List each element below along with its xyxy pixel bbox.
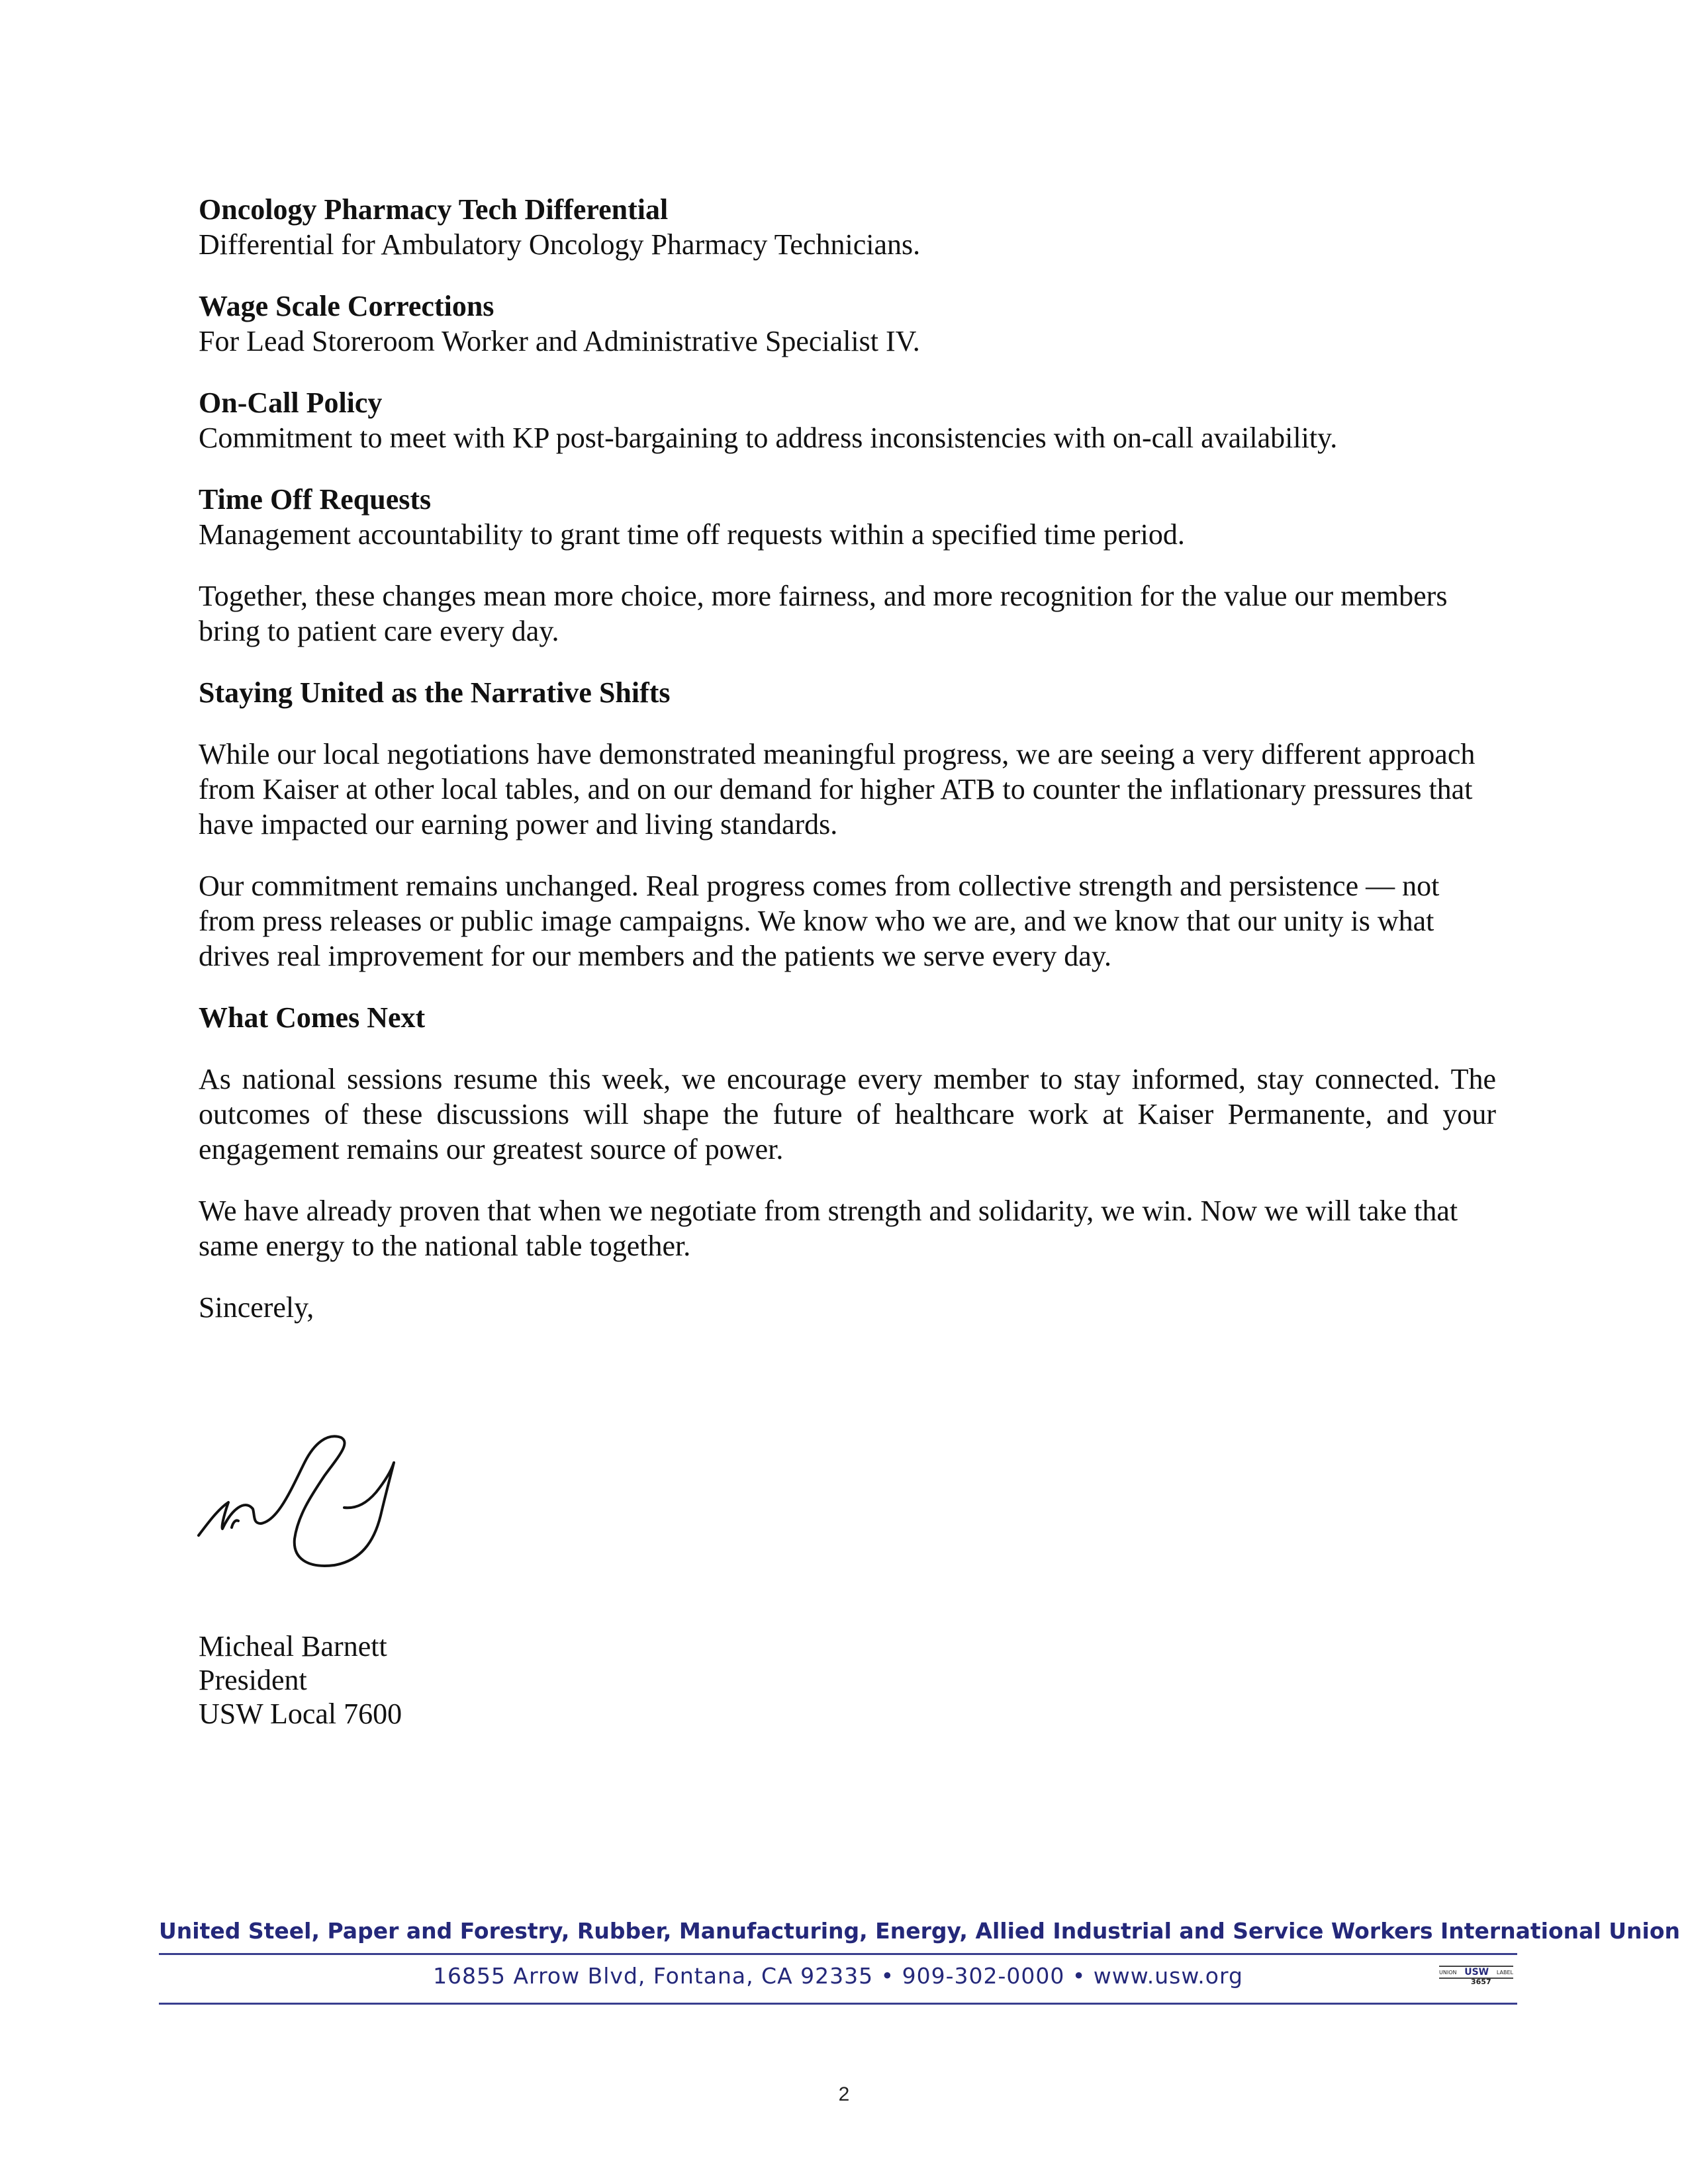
union-label-number: 3657 bbox=[1471, 1978, 1491, 1986]
list-item bbox=[199, 385, 1496, 455]
signer-block bbox=[199, 1629, 402, 1731]
letter-body bbox=[199, 192, 1496, 1351]
item-heading: Wage Scale Corrections bbox=[199, 290, 494, 322]
union-label-left: UNION bbox=[1439, 1969, 1457, 1976]
signer-name: Micheal Barnett bbox=[199, 1630, 387, 1662]
list-item bbox=[199, 482, 1496, 552]
union-label-middle: USW bbox=[1464, 1967, 1489, 1978]
item-heading: Time Off Requests bbox=[199, 483, 432, 516]
item-body: For Lead Storeroom Worker and Administrative Specialist IV. bbox=[199, 325, 920, 357]
item-body: Differential for Ambulatory Oncology Pharmacy Technicians. bbox=[199, 228, 921, 261]
paragraph: We have already proven that when we negotiate from strength and solidarity, we win. Now we will take that same energy to the national table together. bbox=[199, 1195, 1458, 1262]
union-label-icon bbox=[1439, 1963, 1513, 1985]
together-paragraph: Together, these changes mean more choice, more fairness, and more recognition for the value our members bring to patient care every day. bbox=[199, 580, 1448, 647]
section-heading-what-comes-next: What Comes Next bbox=[199, 1001, 426, 1034]
footer-divider bbox=[159, 2003, 1517, 2005]
item-heading: Oncology Pharmacy Tech Differential bbox=[199, 193, 669, 226]
paragraph: While our local negotiations have demonstrated meaningful progress, we are seeing a very different approach from Kaiser at other local tables, and on our demand for higher ATB to counter the inflationary pressures that have impacted our earning power and living standards. bbox=[199, 738, 1476, 841]
footer-union-name: United Steel, Paper and Forestry, Rubber, Manufacturing, Energy, Allied Industrial and Service Workers International Union bbox=[159, 1918, 1680, 1944]
closing: Sincerely, bbox=[199, 1291, 314, 1324]
footer-address: 16855 Arrow Blvd, Fontana, CA 92335 • 909-302-0000 • www.usw.org bbox=[433, 1963, 1243, 1989]
letterhead-footer bbox=[159, 1918, 1680, 2005]
item-heading: On-Call Policy bbox=[199, 387, 383, 419]
union-label-right: LABEL bbox=[1496, 1969, 1513, 1976]
paragraph: As national sessions resume this week, we encourage every member to stay informed, stay connected. The outcomes of these discussions will shape the future of healthcare work at Kaiser Permanente, and your engagement remains our greatest source of power. bbox=[199, 1063, 1496, 1165]
signer-organization: USW Local 7600 bbox=[199, 1698, 402, 1730]
list-item bbox=[199, 289, 1496, 359]
list-item bbox=[199, 192, 1496, 262]
paragraph: Our commitment remains unchanged. Real progress comes from collective strength and persistence — not from press releases or public image campaigns. We know who we are, and we know that our unity is what drives real improvement for our members and the patients we serve every day. bbox=[199, 870, 1440, 972]
section-heading-staying-united: Staying United as the Narrative Shifts bbox=[199, 676, 671, 709]
handwritten-signature-icon bbox=[192, 1410, 417, 1595]
item-body: Management accountability to grant time off requests within a specified time period. bbox=[199, 518, 1185, 551]
union-label-box bbox=[1439, 1966, 1513, 1979]
item-body: Commitment to meet with KP post-bargaining to address inconsistencies with on-call availability. bbox=[199, 422, 1338, 454]
page-number: 2 bbox=[838, 2083, 850, 2105]
footer-address-row bbox=[159, 1955, 1517, 2003]
signer-title: President bbox=[199, 1664, 307, 1696]
